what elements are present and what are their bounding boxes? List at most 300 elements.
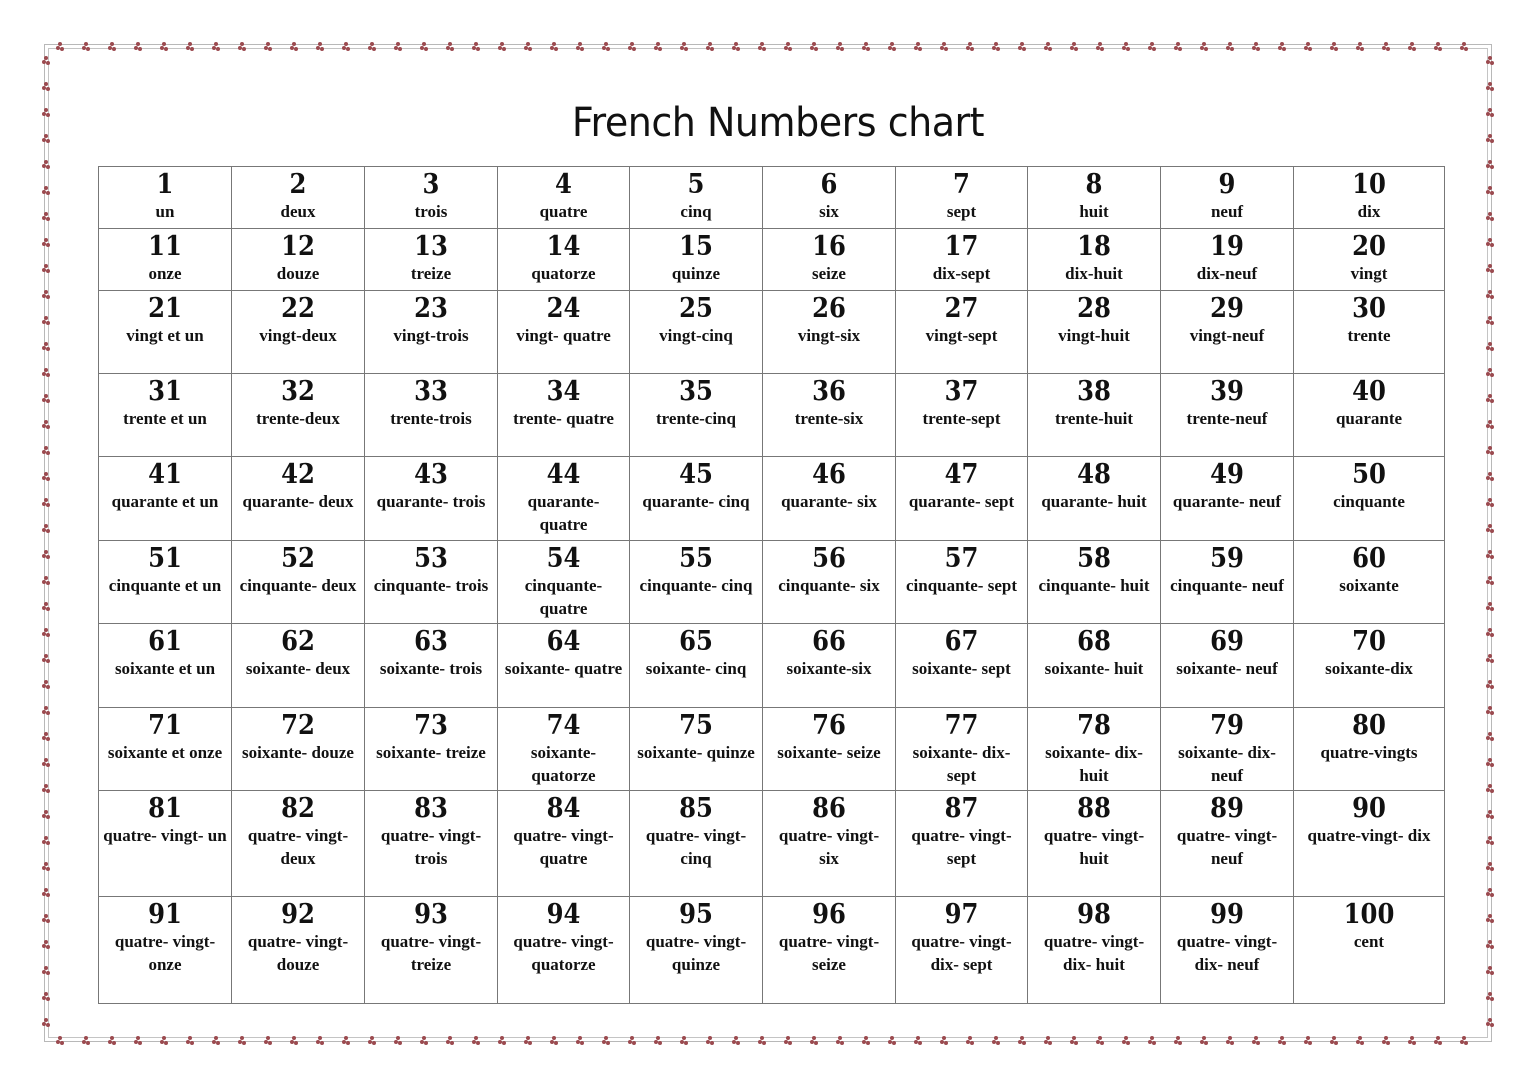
ornament-cluster-icon	[42, 992, 51, 1001]
ornament-cluster-icon	[212, 1036, 221, 1045]
number-digits: 77	[944, 710, 979, 741]
table-row	[99, 708, 1445, 791]
number-cell	[763, 791, 896, 897]
number-cell	[1294, 374, 1445, 457]
number-cell	[498, 229, 630, 291]
ornament-cluster-icon	[1278, 1036, 1287, 1045]
ornament-cluster-icon	[1486, 368, 1495, 377]
number-word: dix-huit	[1065, 264, 1123, 283]
number-word: quatre- vingt- deux	[247, 826, 349, 868]
number-cell	[1161, 229, 1294, 291]
number-word: quarante et un	[111, 492, 219, 511]
ornament-cluster-icon	[862, 1036, 871, 1045]
number-cell	[498, 291, 630, 374]
ornament-cluster-icon	[56, 42, 65, 51]
number-digits: 94	[546, 899, 581, 930]
number-digits: 38	[1077, 376, 1111, 407]
ornament-cluster-icon	[680, 1036, 689, 1045]
page-title: French Numbers chart	[571, 100, 985, 146]
number-word: soixante- sept	[912, 659, 1011, 678]
ornament-cluster-icon	[1226, 42, 1235, 51]
number-word: neuf	[1210, 202, 1244, 221]
number-word: quatorze	[531, 264, 596, 283]
number-cell	[763, 897, 896, 1004]
number-word: soixante- neuf	[1176, 659, 1278, 678]
number-cell	[763, 167, 896, 229]
number-cell	[1294, 624, 1445, 708]
number-digits: 70	[1352, 626, 1386, 657]
ornament-cluster-icon	[1486, 940, 1495, 949]
number-word: soixante- huit	[1044, 659, 1144, 678]
ornament-cluster-icon	[1122, 1036, 1131, 1045]
ornament-cluster-icon	[42, 1018, 51, 1027]
number-digits: 53	[414, 543, 448, 574]
number-digits: 9	[1218, 169, 1236, 200]
ornament-cluster-icon	[1070, 1036, 1079, 1045]
number-digits: 32	[281, 376, 315, 407]
number-digits: 91	[148, 899, 182, 930]
number-digits: 55	[679, 543, 713, 574]
ornament-cluster-icon	[368, 42, 377, 51]
ornament-cluster-icon	[706, 1036, 715, 1045]
number-cell	[1161, 374, 1294, 457]
ornament-cluster-icon	[42, 966, 51, 975]
number-digits: 69	[1210, 626, 1244, 657]
number-cell	[232, 291, 365, 374]
number-word: trente- quatre	[513, 409, 614, 428]
ornament-cluster-icon	[1200, 42, 1209, 51]
table-row	[99, 541, 1445, 624]
table-row	[99, 457, 1445, 541]
number-digits: 74	[546, 710, 581, 741]
ornament-cluster-icon	[1486, 524, 1495, 533]
ornament-cluster-icon	[342, 1036, 351, 1045]
number-cell	[498, 897, 630, 1004]
ornament-cluster-icon	[42, 576, 51, 585]
number-word: trente-deux	[256, 409, 340, 428]
number-cell	[896, 791, 1028, 897]
number-digits: 46	[812, 459, 846, 490]
ornament-cluster-icon	[342, 42, 351, 51]
ornament-cluster-icon	[836, 1036, 845, 1045]
number-digits: 16	[812, 231, 846, 262]
number-word: vingt	[1350, 264, 1388, 283]
number-cell	[630, 229, 763, 291]
number-word: cent	[1353, 932, 1385, 951]
number-digits: 19	[1210, 231, 1244, 262]
number-word: trente-neuf	[1186, 409, 1268, 428]
ornament-cluster-icon	[732, 42, 741, 51]
number-digits: 25	[679, 293, 713, 324]
number-cell	[232, 708, 365, 791]
ornament-cluster-icon	[1486, 628, 1495, 637]
number-word: soixante-dix	[1325, 659, 1413, 678]
number-word: cinquante- sept	[906, 576, 1017, 595]
number-cell	[99, 457, 232, 541]
number-digits: 8	[1085, 169, 1103, 200]
ornament-cluster-icon	[42, 238, 51, 247]
ornament-cluster-icon	[1252, 1036, 1261, 1045]
number-cell	[99, 708, 232, 791]
ornament-cluster-icon	[420, 42, 429, 51]
number-cell	[1028, 374, 1161, 457]
ornament-cluster-icon	[784, 1036, 793, 1045]
ornament-cluster-icon	[42, 160, 51, 169]
ornament-cluster-icon	[446, 42, 455, 51]
number-word: quatre-vingts	[1320, 743, 1418, 762]
number-digits: 93	[414, 899, 448, 930]
number-word: quatre- vingt- un	[103, 826, 227, 845]
ornament-cluster-icon	[524, 42, 533, 51]
ornament-cluster-icon	[42, 342, 51, 351]
ornament-cluster-icon	[134, 1036, 143, 1045]
ornament-cluster-icon	[394, 1036, 403, 1045]
number-word: soixante- dix- huit	[1045, 743, 1143, 785]
ornament-cluster-icon	[1148, 42, 1157, 51]
ornament-cluster-icon	[82, 42, 91, 51]
ornament-cluster-icon	[1408, 1036, 1417, 1045]
number-word: quatre- vingt- cinq	[645, 826, 747, 868]
number-digits: 57	[944, 543, 979, 574]
ornament-cluster-icon	[810, 1036, 819, 1045]
number-word: quatre- vingt- onze	[114, 932, 216, 974]
ornament-cluster-icon	[1408, 42, 1417, 51]
ornament-cluster-icon	[1304, 1036, 1313, 1045]
number-digits: 85	[679, 793, 713, 824]
number-word: dix	[1357, 202, 1381, 221]
number-cell	[763, 457, 896, 541]
number-word: cinquante- huit	[1038, 576, 1150, 595]
number-digits: 40	[1352, 376, 1386, 407]
ornament-cluster-icon	[550, 1036, 559, 1045]
ornament-cluster-icon	[1486, 1018, 1495, 1027]
number-cell	[365, 791, 498, 897]
ornament-cluster-icon	[42, 550, 51, 559]
number-word: trente	[1347, 326, 1391, 345]
ornament-cluster-icon	[654, 42, 663, 51]
number-digits: 63	[414, 626, 448, 657]
number-digits: 7	[953, 169, 970, 200]
number-word: soixante	[1339, 576, 1399, 595]
ornament-cluster-icon	[42, 368, 51, 377]
number-cell	[232, 624, 365, 708]
number-digits: 42	[281, 459, 315, 490]
number-word: quatre- vingt- seize	[778, 932, 880, 974]
number-cell	[1161, 708, 1294, 791]
ornament-cluster-icon	[888, 1036, 897, 1045]
ornament-cluster-icon	[1434, 42, 1443, 51]
ornament-cluster-icon	[1486, 550, 1495, 559]
ornament-cluster-icon	[1460, 42, 1469, 51]
ornament-cluster-icon	[394, 42, 403, 51]
number-cell	[365, 541, 498, 624]
ornament-cluster-icon	[238, 1036, 247, 1045]
ornament-cluster-icon	[420, 1036, 429, 1045]
number-cell	[99, 229, 232, 291]
number-cell	[1028, 291, 1161, 374]
number-word: soixante- treize	[376, 743, 486, 762]
number-cell	[365, 374, 498, 457]
ornament-cluster-icon	[42, 212, 51, 221]
number-digits: 36	[812, 376, 846, 407]
number-digits: 3	[422, 169, 440, 200]
ornament-cluster-icon	[1486, 862, 1495, 871]
ornament-cluster-icon	[290, 42, 299, 51]
ornament-cluster-icon	[108, 1036, 117, 1045]
ornament-cluster-icon	[42, 446, 51, 455]
ornament-cluster-icon	[1486, 238, 1495, 247]
number-word: quarante- cinq	[642, 492, 750, 511]
number-digits: 90	[1352, 793, 1386, 824]
ornament-cluster-icon	[42, 316, 51, 325]
number-cell	[99, 791, 232, 897]
ornament-cluster-icon	[42, 264, 51, 273]
number-digits: 14	[546, 231, 581, 262]
number-digits: 39	[1210, 376, 1244, 407]
ornament-cluster-icon	[1486, 498, 1495, 507]
number-cell	[1161, 624, 1294, 708]
ornament-cluster-icon	[602, 1036, 611, 1045]
number-digits: 1	[156, 169, 174, 200]
number-digits: 89	[1210, 793, 1244, 824]
number-digits: 17	[944, 231, 979, 262]
number-word: soixante et onze	[107, 743, 223, 762]
number-cell	[1028, 708, 1161, 791]
number-cell	[896, 624, 1028, 708]
number-word: cinquante- cinq	[639, 576, 753, 595]
number-cell	[1294, 167, 1445, 229]
number-digits: 79	[1210, 710, 1244, 741]
ornament-cluster-icon	[42, 914, 51, 923]
number-digits: 13	[414, 231, 448, 262]
table-row	[99, 291, 1445, 374]
number-digits: 54	[546, 543, 581, 574]
number-word: deux	[280, 202, 316, 221]
ornament-cluster-icon	[992, 42, 1001, 51]
ornament-cluster-icon	[1460, 1036, 1469, 1045]
number-digits: 92	[281, 899, 315, 930]
number-cell	[365, 708, 498, 791]
number-word: quatre- vingt- six	[778, 826, 880, 868]
ornament-cluster-icon	[42, 290, 51, 299]
number-cell	[1161, 291, 1294, 374]
number-word: cinquante- trois	[373, 576, 489, 595]
ornament-cluster-icon	[1486, 186, 1495, 195]
number-word: vingt-six	[797, 326, 861, 345]
number-cell	[99, 167, 232, 229]
number-word: soixante- dix- sept	[912, 743, 1011, 785]
number-word: trente-six	[794, 409, 864, 428]
number-word: douze	[276, 264, 320, 283]
number-cell	[1161, 457, 1294, 541]
number-cell	[232, 791, 365, 897]
number-cell	[1028, 457, 1161, 541]
ornament-cluster-icon	[1356, 1036, 1365, 1045]
ornament-cluster-icon	[1382, 42, 1391, 51]
number-digits: 96	[812, 899, 846, 930]
ornament-cluster-icon	[42, 940, 51, 949]
number-cell	[99, 897, 232, 1004]
number-digits: 56	[812, 543, 846, 574]
ornament-cluster-icon	[862, 42, 871, 51]
number-word: quarante	[1335, 409, 1403, 428]
number-digits: 20	[1352, 231, 1386, 262]
number-word: quatre- vingt- neuf	[1176, 826, 1278, 868]
number-cell	[498, 624, 630, 708]
ornament-cluster-icon	[1486, 706, 1495, 715]
number-cell	[1028, 229, 1161, 291]
number-digits: 10	[1352, 169, 1386, 200]
number-word: quarante- huit	[1041, 492, 1147, 511]
ornament-cluster-icon	[1486, 446, 1495, 455]
number-digits: 27	[944, 293, 979, 324]
ornament-cluster-icon	[42, 836, 51, 845]
ornament-cluster-icon	[1486, 212, 1495, 221]
number-digits: 31	[148, 376, 182, 407]
number-word: vingt-deux	[259, 326, 337, 345]
table-row	[99, 374, 1445, 457]
ornament-cluster-icon	[1148, 1036, 1157, 1045]
number-digits: 45	[679, 459, 713, 490]
table-row	[99, 624, 1445, 708]
number-cell	[1294, 897, 1445, 1004]
number-word: cinquante et un	[108, 576, 222, 595]
ornament-cluster-icon	[576, 42, 585, 51]
ornament-cluster-icon	[42, 82, 51, 91]
ornament-cluster-icon	[940, 42, 949, 51]
ornament-cluster-icon	[498, 42, 507, 51]
number-digits: 43	[414, 459, 448, 490]
ornament-cluster-icon	[42, 784, 51, 793]
number-word: soixante- cinq	[645, 659, 747, 678]
number-digits: 18	[1077, 231, 1111, 262]
number-digits: 4	[555, 169, 572, 200]
number-digits: 12	[281, 231, 315, 262]
ornament-cluster-icon	[1486, 472, 1495, 481]
number-word: dix-neuf	[1196, 264, 1258, 283]
ornament-cluster-icon	[42, 472, 51, 481]
ornament-cluster-icon	[550, 42, 559, 51]
ornament-cluster-icon	[628, 42, 637, 51]
ornament-cluster-icon	[1486, 888, 1495, 897]
ornament-cluster-icon	[576, 1036, 585, 1045]
number-word: vingt et un	[126, 326, 204, 345]
number-word: quatre- vingt- quatre	[513, 826, 614, 868]
ornament-cluster-icon	[42, 732, 51, 741]
ornament-cluster-icon	[524, 1036, 533, 1045]
number-digits: 34	[546, 376, 581, 407]
number-cell	[1161, 791, 1294, 897]
number-cell	[896, 374, 1028, 457]
number-digits: 44	[546, 459, 581, 490]
ornament-cluster-icon	[966, 1036, 975, 1045]
number-word: un	[155, 202, 175, 221]
number-digits: 35	[679, 376, 713, 407]
number-word: six	[819, 202, 839, 221]
number-digits: 23	[414, 293, 448, 324]
number-cell	[896, 708, 1028, 791]
number-digits: 68	[1077, 626, 1111, 657]
number-digits: 22	[281, 293, 315, 324]
number-digits: 65	[679, 626, 713, 657]
number-digits: 15	[679, 231, 713, 262]
number-digits: 11	[148, 231, 182, 262]
ornament-cluster-icon	[1278, 42, 1287, 51]
number-cell	[99, 374, 232, 457]
number-cell	[1161, 541, 1294, 624]
number-digits: 61	[148, 626, 182, 657]
number-digits: 66	[812, 626, 846, 657]
number-cell	[630, 291, 763, 374]
number-cell	[896, 291, 1028, 374]
ornament-cluster-icon	[368, 1036, 377, 1045]
number-word: quatre- vingt- douze	[247, 932, 349, 974]
number-digits: 95	[679, 899, 713, 930]
number-word: vingt- quatre	[516, 326, 611, 345]
number-cell	[365, 457, 498, 541]
number-digits: 81	[148, 793, 182, 824]
ornament-cluster-icon	[914, 1036, 923, 1045]
number-cell	[630, 897, 763, 1004]
number-word: trente et un	[123, 409, 207, 428]
ornament-cluster-icon	[1018, 1036, 1027, 1045]
number-cell	[365, 897, 498, 1004]
number-word: soixante- douze	[242, 743, 354, 762]
number-cell	[896, 457, 1028, 541]
number-word: trente-cinq	[656, 409, 736, 428]
number-digits: 71	[148, 710, 182, 741]
ornament-cluster-icon	[1174, 42, 1183, 51]
number-word: treize	[410, 264, 452, 283]
number-cell	[232, 167, 365, 229]
ornament-cluster-icon	[1252, 42, 1261, 51]
number-digits: 41	[148, 459, 182, 490]
number-word: vingt-cinq	[659, 326, 733, 345]
number-digits: 28	[1077, 293, 1111, 324]
number-cell	[498, 541, 630, 624]
number-digits: 33	[414, 376, 448, 407]
number-digits: 80	[1352, 710, 1386, 741]
number-word: sept	[946, 202, 977, 221]
ornament-cluster-icon	[238, 42, 247, 51]
ornament-cluster-icon	[1174, 1036, 1183, 1045]
ornament-cluster-icon	[784, 42, 793, 51]
number-word: quarante- trois	[376, 492, 486, 511]
ornament-cluster-icon	[1226, 1036, 1235, 1045]
number-word: quinze	[671, 264, 721, 283]
number-digits: 2	[289, 169, 307, 200]
ornament-cluster-icon	[186, 42, 195, 51]
ornament-cluster-icon	[1486, 420, 1495, 429]
number-cell	[896, 167, 1028, 229]
number-word: soixante-six	[786, 659, 872, 678]
table-row	[99, 229, 1445, 291]
ornament-cluster-icon	[1486, 56, 1495, 65]
number-cell	[763, 708, 896, 791]
ornament-cluster-icon	[212, 42, 221, 51]
ornament-cluster-icon	[1486, 316, 1495, 325]
number-word: cinquante- six	[778, 576, 880, 595]
number-digits: 29	[1210, 293, 1244, 324]
number-digits: 75	[679, 710, 713, 741]
ornament-cluster-icon	[602, 42, 611, 51]
number-digits: 84	[546, 793, 581, 824]
number-digits: 72	[281, 710, 315, 741]
ornament-cluster-icon	[758, 42, 767, 51]
number-digits: 30	[1352, 293, 1386, 324]
number-word: trente-sept	[922, 409, 1001, 428]
number-word: quarante- neuf	[1172, 492, 1282, 511]
